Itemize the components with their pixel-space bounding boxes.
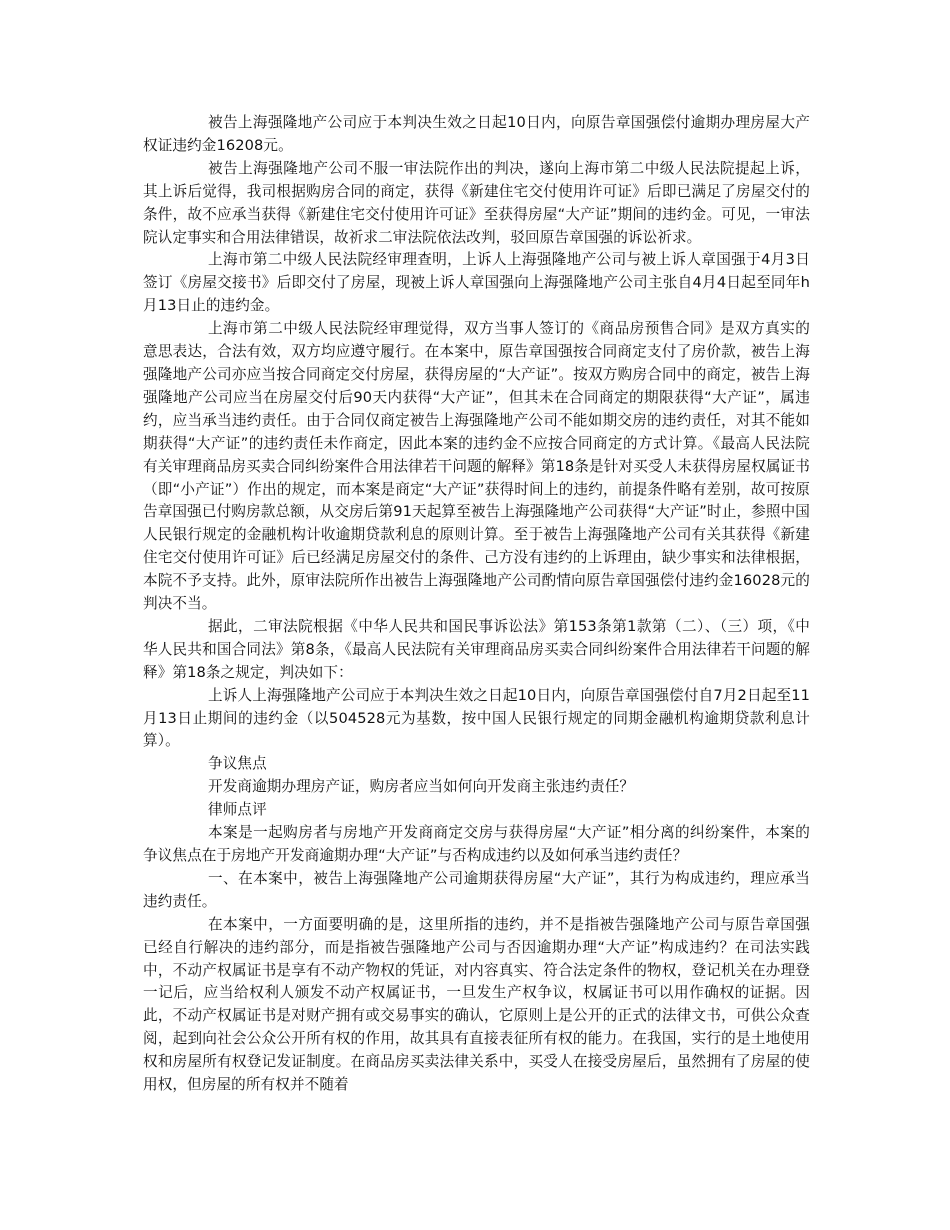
heading-dispute-focus: 争议焦点 xyxy=(208,755,267,773)
paragraph-first-instance-judgment: 被告上海强隆地产公司应于本判决生效之日起10日内，向原告章国强偿付逾期办理房屋大产权证违约金16208元。 xyxy=(143,114,810,154)
document-body xyxy=(143,112,810,1097)
paragraph-facts-found: 上海市第二中级人民法院经审理查明，上诉人上海强隆地产公司与被上诉人章国强于4月3日签订《房屋交接书》后即交付了房屋，现被上诉人章国强向上海强隆地产公司主张自4月4日起至同年h月13日止的违约金。 xyxy=(143,251,810,315)
paragraph-point-one: 一、在本案中，被告上海强隆地产公司逾期获得房屋“大产证”，其行为构成违约，理应承当违约责任。 xyxy=(143,869,810,910)
paragraph-dispute-question: 开发商逾期办理房产证，购房者应当如何向开发商主张违约责任？ xyxy=(208,778,635,796)
paragraph-analysis: 在本案中，一方面要明确的是，这里所指的违约，并不是指被告强隆地产公司与原告章国强已经自行解决的违约部分，而是指被告强隆地产公司与否因逾期办理“大产证”构成违约？在司法实践中，不动产权属证书是享有不动产物权的凭证，对内容真实、符合法定条件的物权，登记机关在办理登一记后，应当给权利人颁发不动产权属证书，一旦发生产权争议，权属证书可以用作确权的证据。因此，不动产权属证书是对财产拥有或交易事实的确认，它原则上是公开的正式的法律文书，可供公众查阅，起到向社会公众公开所有权的作用，故其具有直接表征所有权的能力。在我国，实行的是土地使用权和房屋所有权登记发证制度。在商品房买卖法律关系中，买受人在接受房屋后，虽然拥有了房屋的使用权，但房屋的所有权并不随着 xyxy=(143,915,810,1094)
paragraph-final-judgment: 上诉人上海强隆地产公司应于本判决生效之日起10日内，向原告章国强偿付自7月2日起至11月13日止期间的违约金（以504528元为基数，按中国人民银行规定的同期金融机构逾期贷款利息计算）。 xyxy=(143,686,810,750)
paragraph-legal-basis: 据此，二审法院根据《中华人民共和国民事诉讼法》第153条第1款第（二）、（三）项，《中华人民共和国合同法》第8条，《最高人民法院有关审理商品房买卖合同纠纷案件合用法律若干问题的解释》第18条之规定，判决如下： xyxy=(143,617,810,681)
paragraph-court-reasoning: 上海市第二中级人民法院经审理觉得，双方当事人签订的《商品房预售合同》是双方真实的意思表达，合法有效，双方均应遵守履行。在本案中，原告章国强按合同商定支付了房价款，被告上海强隆地产公司亦应当按合同商定交付房屋，获得房屋的“大产证”。按双方购房合同中的商定，被告上海强隆地产公司应当在房屋交付后90天内获得“大产证”，但其未在合同商定的期限获得“大产证”，属违约，应当承当违约责任。由于合同仅商定被告上海强隆地产公司不能如期交房的违约责任，对其不能如期获得“大产证”的违约责任未作商定，因此本案的违约金不应按合同商定的方式计算。《最高人民法院有关审理商品房买卖合同纠纷案件合用法律若干问题的解释》第18条是针对买受人未获得房屋权属证书（即“小产证”）作出的规定，而本案是商定“大产证”获得时间上的违约，前提条件略有差别，故可按原告章国强已付购房款总额，从交房后第91天起算至被告上海强隆地产公司获得“大产证”时止，参照中国人民银行规定的金融机构计收逾期贷款利息的原则计算。至于被告上海强隆地产公司有关其获得《新建住宅交付使用许可证》后已经满足房屋交付的条件、己方没有违约的上诉理由，缺少事实和法律根据，本院不予支持。此外，原审法院所作出被告上海强隆地产公司酌情向原告章国强偿付违约金16028元的判决不当。 xyxy=(143,320,810,613)
paragraph-appeal: 被告上海强隆地产公司不服一审法院作出的判决，遂向上海市第二中级人民法院提起上诉，其上诉后觉得，我司根据购房合同的商定，获得《新建住宅交付使用许可证》后即已满足了房屋交付的条件，故不应承当获得《新建住宅交付使用许可证》至获得房屋“大产证”期间的违约金。可见，一审法院认定事实和合用法律错误，故祈求二审法院依法改判，驳回原告章国强的诉讼祈求。 xyxy=(143,159,810,246)
heading-lawyer-comment: 律师点评 xyxy=(208,801,267,819)
paragraph-case-summary: 本案是一起购房者与房地产开发商商定交房与获得房屋“大产证”相分离的纠纷案件，本案的争议焦点在于房地产开发商逾期办理“大产证”与否构成违约以及如何承当违约责任？ xyxy=(143,824,810,864)
